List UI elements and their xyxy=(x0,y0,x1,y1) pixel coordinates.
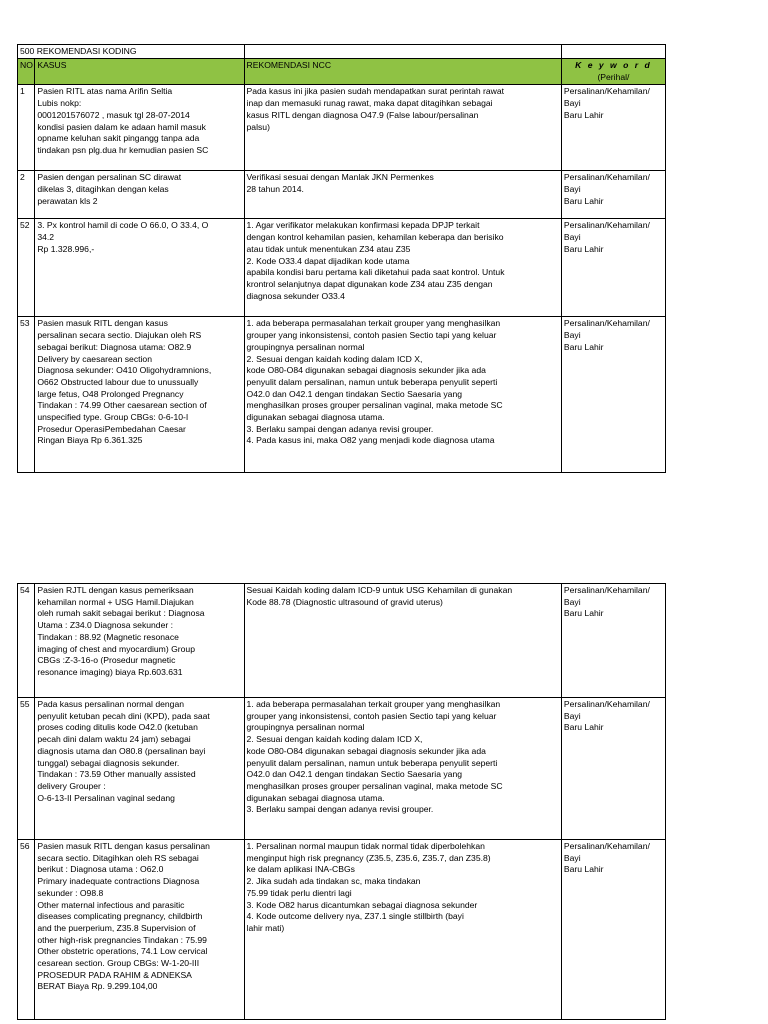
row-rekomendasi: 1. Persalinan normal maupun tidak normal tidak diperbolehkan menginput high risk pregnancy (Z35.5, Z35.6, Z35.7, dan Z35.8) ke dalam aplikasi INA-CBGs 2. Jika sudah ada tindakan sc, maka tindakan 75.99 tidak perlu dientri lagi 3. Kode O82 harus dicantumkan sebagai diagnosa sekunder 4. Kode outcome delivery nya, Z37.1 single stillbirth (bayi lahir mati) xyxy=(244,840,561,1020)
row-rekomendasi: Sesuai Kaidah koding dalam ICD-9 untuk USG Kehamilan di gunakan Kode 88.78 (Diagnostic ultrasound of gravid uterus) xyxy=(244,584,561,698)
row-keyword: Persalinan/Kehamilan/ Bayi Baru Lahir xyxy=(561,317,665,473)
row-rekomendasi: Pada kasus ini jika pasien sudah mendapatkan surat perintah rawat inap dan memasuki runag rawat, maka dapat ditagihkan sebagai kasus RITL dengan diagnosa O47.9 (False labour/persalinan palsu) xyxy=(244,85,561,171)
row-kasus: Pasien RJTL dengan kasus pemeriksaan kehamilan normal + USG Hamil.Diajukan oleh rumah sakit sebagai berikut : Diagnosa Utama : Z34.0 Diagnosa sekunder : Tindakan : 88.92 (Magnetic resonace imaging of chest and myocardium) Group CBGs :Z-3-16-o (Prosedur magnetic resonance imaging) biaya Rp.603.631 xyxy=(35,584,244,698)
row-kasus: Pasien masuk RITL dengan kasus persalinan secara sectio. Ditagihkan oleh RS sebagai berikut : Diagnosa utama : O62.0 Primary inadequate contractions Diagnosa sekunder : O98.8 Other maternal infectious and parasitic diseases complicating pregnancy, childbirth and the puerperium, Z35.8 Supervision of other high-risk pregnancies Tindakan : 75.99 Other obstetric operations, 74.1 Low cervical cesarean section. Group CBGs: W-1-20-III PROSEDUR PADA RAHIM & ADNEKSA BERAT Biaya Rp. 9.299.104,00 xyxy=(35,840,244,1020)
coding-table-bottom xyxy=(17,583,666,1020)
row-kasus: Pasien masuk RITL dengan kasus persalinan secara sectio. Diajukan oleh RS sebagai berikut: Diagnosa utama: O82.9 Delivery by caesarean section Diagnosa sekunder: O410 Oligohydramnions, O662 Obstructed labour due to unussually large fetus, O48 Prolonged Pregnancy Tindakan : 74.99 Other caesarean section of unspecified type. Group CBGs: 0-6-10-I Prosedur OperasiPembedahan Caesar Ringan Biaya Rp 6.361.325 xyxy=(35,317,244,473)
row-rekomendasi: Verifikasi sesuai dengan Manlak JKN Permenkes 28 tahun 2014. xyxy=(244,171,561,219)
row-rekomendasi: 1. ada beberapa permasalahan terkait grouper yang menghasilkan grouper yang inkonsistensi, contoh pasien Sectio tapi yang keluar groupingnya persalinan normal 2. Sesuai dengan kaidah koding dalam ICD X, kode O80-O84 digunakan sebagai diagnosis sekunder jika ada penyulit dalam persalinan, namun untuk beberapa penyulit seperti O42.0 dan O42.1 dengan tindakan Sectio Saesaria yang menghasilkan proses grouper persalinan vaginal, maka metode SC digunakan sebagai diagnosa utama. 3. Berlaku sampai dengan adanya revisi grouper. xyxy=(244,698,561,840)
header-keyword-title: K e y w o r d xyxy=(575,60,652,70)
row-keyword: Persalinan/Kehamilan/ Bayi Baru Lahir xyxy=(561,219,665,317)
header-keyword xyxy=(561,59,665,85)
row-kasus: 3. Px kontrol hamil di code O 66.0, O 33.4, O 34.2 Rp 1.328.996,- xyxy=(35,219,244,317)
row-keyword: Persalinan/Kehamilan/ Bayi Baru Lahir xyxy=(561,698,665,840)
header-keyword-sub: (Perihal/ xyxy=(597,71,630,82)
row-keyword: Persalinan/Kehamilan/ Bayi Baru Lahir xyxy=(561,584,665,698)
row-rekomendasi: 1. ada beberapa permasalahan terkait grouper yang menghasilkan grouper yang inkonsistensi, contoh pasien Sectio tapi yang keluar groupingnya persalinan normal 2. Sesuai dengan kaidah koding dalam ICD X, kode O80-O84 digunakan sebagai diagnosis sekunder jika ada penyulit dalam persalinan, namun untuk beberapa penyulit seperti O42.0 dan O42.1 dengan tindakan Sectio Saesaria yang menghasilkan proses grouper persalinan vaginal, maka metode SC digunakan sebagai diagnosa utama. 3. Berlaku sampai dengan adanya revisi grouper. 4. Pada kasus ini, maka O82 yang menjadi kode diagnosa utama xyxy=(244,317,561,473)
row-no: 1 xyxy=(18,85,35,171)
header-rekomendasi: REKOMENDASI NCC xyxy=(244,59,561,85)
header-kasus: KASUS xyxy=(35,59,244,85)
row-no: 52 xyxy=(18,219,35,317)
row-no: 54 xyxy=(18,584,35,698)
table-row xyxy=(18,584,666,698)
row-kasus: Pasien dengan persalinan SC dirawat dikelas 3, ditagihkan dengan kelas perawatan kls 2 xyxy=(35,171,244,219)
row-rekomendasi: 1. Agar verifikator melakukan konfirmasi kepada DPJP terkait dengan kontrol kehamilan pasien, kehamilan keberapa dan berisiko atau tidak untuk menentukan Z34 atau Z35 2. Kode O33.4 dapat dijadikan kode utama apabila kondisi baru pertama kali diketahui pada saat kontrol. Untuk krontrol selanjutnya dapat digunakan kode Z34 atau Z35 dengan diagnosa sekunder O33.4 xyxy=(244,219,561,317)
row-kasus: Pada kasus persalinan normal dengan penyulit ketuban pecah dini (KPD), pada saat proses coding ditulis kode O42.0 (ketuban pecah dini dalam waktu 24 jam) sebagai diagnosis utama dan O80.8 (persalinan bayi tunggal) sebagai diagnosis sekunder. Tindakan : 73.59 Other manually assisted delivery Grouper : O-6-13-II Persalinan vaginal sedang xyxy=(35,698,244,840)
row-keyword: Persalinan/Kehamilan/ Bayi Baru Lahir xyxy=(561,171,665,219)
row-no: 56 xyxy=(18,840,35,1020)
row-kasus: Pasien RITL atas nama Arifin Seltia Lubis nokp: 0001201576072 , masuk tgl 28-07-2014 kondisi pasien dalam ke adaan hamil masuk opname keluhan sakit pingangg tanpa ada tindakan psn plg.dua hr kemudian pasien SC xyxy=(35,85,244,171)
coding-table-top xyxy=(17,44,666,473)
row-keyword: Persalinan/Kehamilan/ Bayi Baru Lahir xyxy=(561,840,665,1020)
table-row xyxy=(18,85,666,171)
table-row xyxy=(18,840,666,1020)
row-no: 2 xyxy=(18,171,35,219)
document-title: 500 REKOMENDASI KODING xyxy=(18,45,245,59)
table-row xyxy=(18,317,666,473)
table-row xyxy=(18,171,666,219)
row-no: 53 xyxy=(18,317,35,473)
title-row xyxy=(18,45,666,59)
header-no: NO xyxy=(18,59,35,85)
row-no: 55 xyxy=(18,698,35,840)
table-row xyxy=(18,219,666,317)
header-row xyxy=(18,59,666,85)
row-keyword: Persalinan/Kehamilan/ Bayi Baru Lahir xyxy=(561,85,665,171)
table-row xyxy=(18,698,666,840)
